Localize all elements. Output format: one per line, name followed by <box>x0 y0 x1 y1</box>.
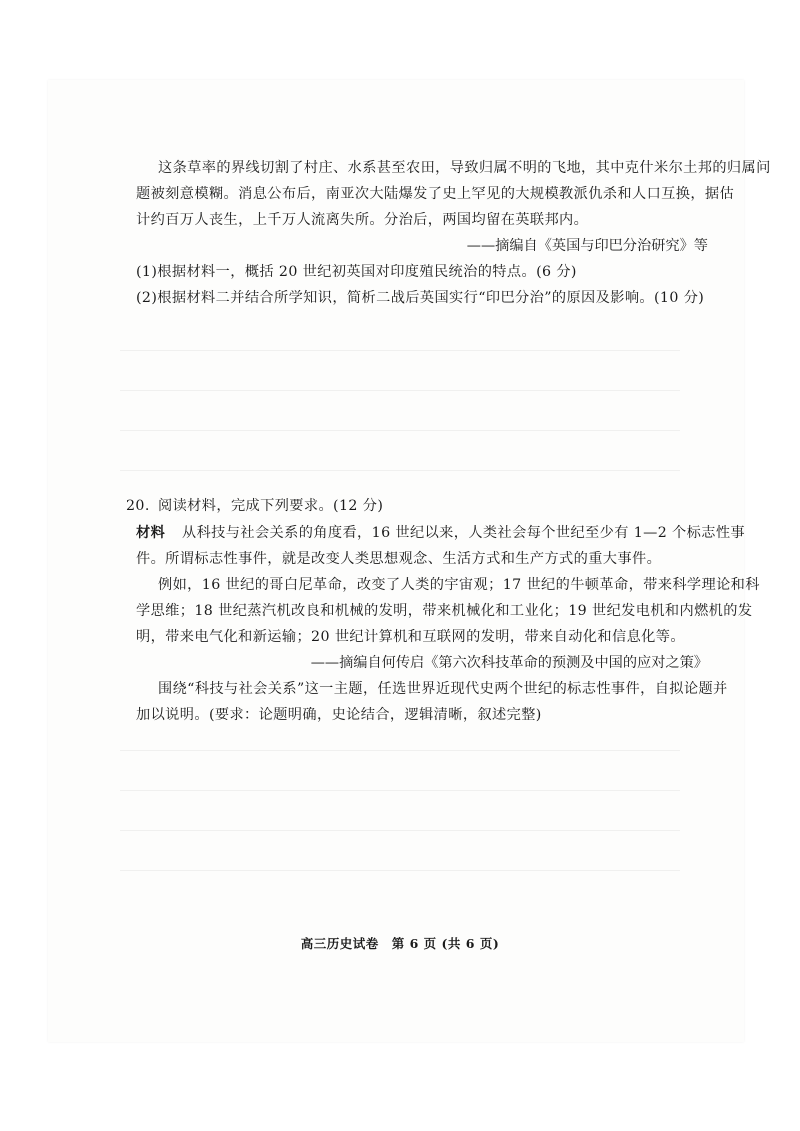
q19-material-line: 计约百万人丧生，上千万人流离失所。分治后，两国均留在英联邦内。 <box>136 212 589 228</box>
faint-line <box>120 470 680 471</box>
faint-line <box>120 430 680 431</box>
q20-task-line: 围绕“科技与社会关系”这一主题，任选世界近现代史两个世纪的标志性事件，自拟论题并 <box>158 681 728 697</box>
q20-material-line: 学思维；18 世纪蒸汽机改良和机械的发明，带来机械化和工业化；19 世纪发电机和内燃机的发 <box>136 603 753 619</box>
q19-material-line: 这条草率的界线切割了村庄、水系甚至农田，导致归属不明的飞地，其中克什米尔土邦的归属问 <box>158 160 771 176</box>
q20-material-line: 件。所谓标志性事件，就是改变人类思想观念、生活方式和生产方式的重大事件。 <box>136 551 662 567</box>
q20-heading: 阅读材料，完成下列要求。(12 分) <box>158 498 384 514</box>
page-footer: 高三历史试卷 第 6 页 (共 6 页) <box>300 936 500 951</box>
faint-line <box>120 750 680 751</box>
q19-material-line: 题被刻意模糊。消息公布后，南亚次大陆爆发了史上罕见的大规模教派仇杀和人口互换，据估 <box>136 186 735 202</box>
q20-material-line: 明，带来电气化和新运输；20 世纪计算机和互联网的发明，带来自动化和信息化等。 <box>136 629 685 645</box>
q19-source: ——摘编自《英国与印巴分治研究》等 <box>466 238 708 254</box>
faint-line <box>120 350 680 351</box>
q19-subquestion-1: (1)根据材料一，概括 20 世纪初英国对印度殖民统治的特点。(6 分) <box>136 264 577 280</box>
faint-line <box>120 390 680 391</box>
q19-subquestion-2: (2)根据材料二并结合所学知识，简析二战后英国实行“印巴分治”的原因及影响。(10 分) <box>136 290 705 306</box>
q20-material-label: 材料 <box>136 525 166 541</box>
q20-task-line: 加以说明。(要求：论题明确，史论结合，逻辑清晰，叙述完整) <box>136 707 542 723</box>
q20-number: 20. <box>126 498 150 514</box>
faint-line <box>120 830 680 831</box>
faint-line <box>120 790 680 791</box>
q20-material-line: 从科技与社会关系的角度看，16 世纪以来，人类社会每个世纪至少有 1—2 个标志性事 <box>182 525 746 541</box>
q20-source: ——摘编自何传启《第六次科技革命的预测及中国的应对之策》 <box>310 655 708 671</box>
q20-material-line: 例如，16 世纪的哥白尼革命，改变了人类的宇宙观；17 世纪的牛顿革命，带来科学理论和科 <box>158 577 760 593</box>
faint-line <box>120 870 680 871</box>
